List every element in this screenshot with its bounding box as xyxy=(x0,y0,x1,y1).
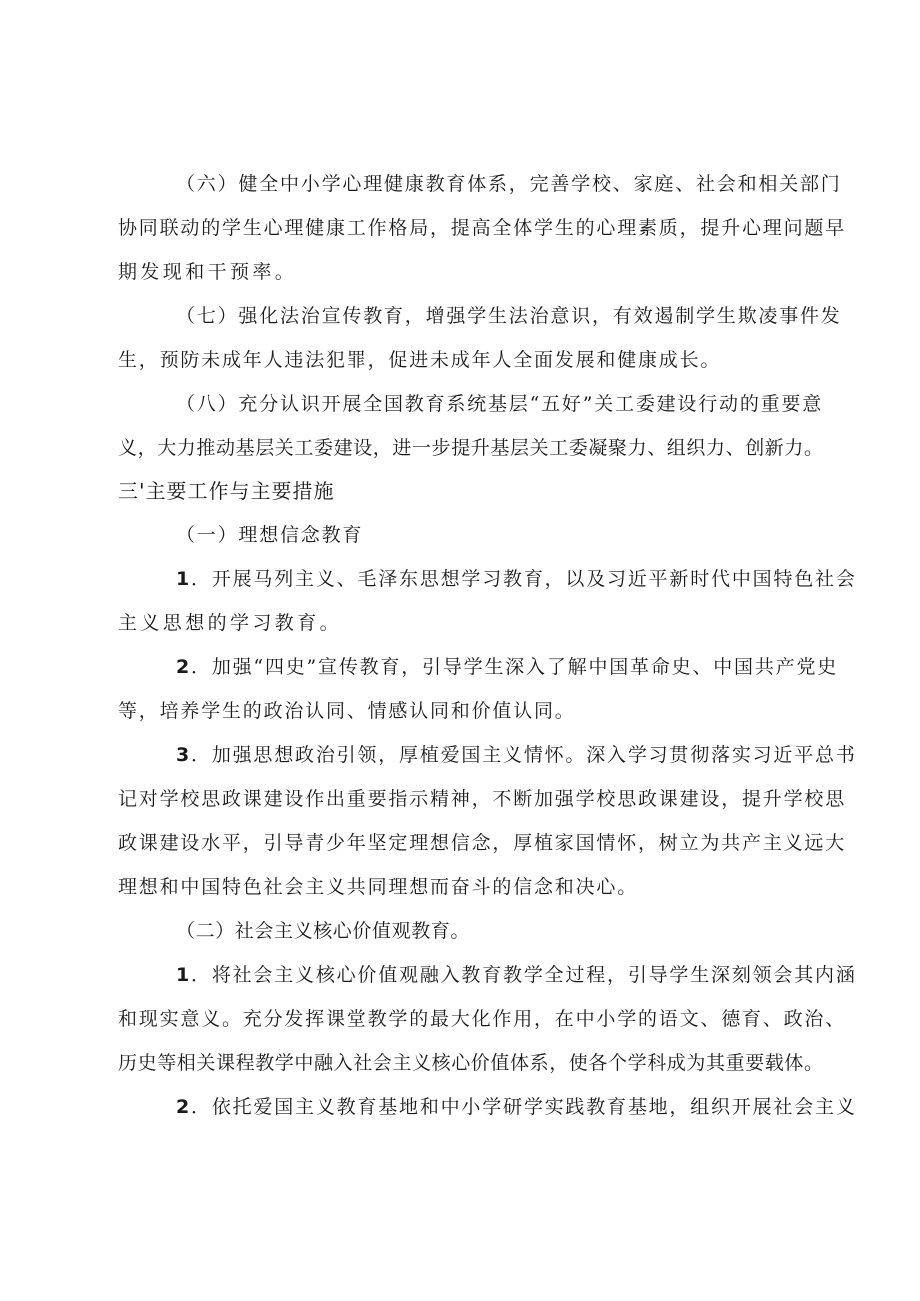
item-2-2-line-1 xyxy=(176,1094,876,1120)
item-text: ．将社会主义核心价值观融入教育教学全过程，引导学生深刻领会其内涵 xyxy=(191,964,857,986)
item-2-1-line-1 xyxy=(176,962,876,988)
subsection-1-heading: （一）理想信念教育 xyxy=(176,524,364,546)
item-1-2-line-1 xyxy=(176,654,876,680)
subsection-2-heading: （二）社会主义核心价值观教育。 xyxy=(176,920,471,942)
paragraph-8-line-1: （八）充分认识开展全国教育系统基层“五好”关工委建设行动的重要意 xyxy=(176,393,824,415)
item-number: 3 xyxy=(176,744,192,766)
item-number: 2 xyxy=(176,656,192,678)
item-1-1-line-1 xyxy=(176,566,876,592)
item-1-3-line-4: 理想和中国特色社会主义共同理想而奋斗的信念和决心。 xyxy=(118,876,639,898)
item-1-1-line-2: 主义思想的学习教育。 xyxy=(118,612,343,634)
paragraph-6-line-3: 期发现和干预率。 xyxy=(118,261,298,283)
section-heading: 三'主要工作与主要措施 xyxy=(118,479,335,503)
item-text: ．加强“四史”宣传教育，引导学生深入了解中国革命史、中国共产党史 xyxy=(191,656,839,678)
paragraph-7-line-1: （七）强化法治宣传教育，增强学生法治意识，有效遏制学生欺凌事件发 xyxy=(176,305,842,327)
item-2-1-line-3: 历史等相关课程教学中融入社会主义核心价值体系，使各个学科成为其重要载体。 xyxy=(118,1052,824,1074)
item-number: 1 xyxy=(176,568,192,590)
item-1-3-line-3: 政课建设水平，引导青少年坚定理想信念，厚植家国情怀，树立为共产主义远大 xyxy=(118,832,847,854)
item-1-2-line-2: 等，培养学生的政治认同、情感认同和价值认同。 xyxy=(118,700,576,722)
item-2-1-line-2: 和现实意义。充分发挥课堂教学的最大化作用，在中小学的语文、德育、政治、 xyxy=(118,1008,847,1030)
paragraph-6-line-1: （六）健全中小学心理健康教育体系，完善学校、家庭、社会和相关部门 xyxy=(176,173,842,195)
paragraph-8-line-2: 义，大力推动基层关工委建设，进一步提升基层关工委凝聚力、组织力、创新力。 xyxy=(118,437,824,459)
item-1-3-line-2: 记对学校思政课建设作出重要指示精神，不断加强学校思政课建设，提升学校思 xyxy=(118,788,847,810)
item-number: 2 xyxy=(176,1096,192,1118)
item-number: 1 xyxy=(176,964,192,986)
paragraph-7-line-2: 生，预防未成年人违法犯罪，促进未成年人全面发展和健康成长。 xyxy=(118,349,722,371)
item-1-3-line-1 xyxy=(176,742,876,768)
paragraph-6-line-2: 协同联动的学生心理健康工作格局，提高全体学生的心理素质，提升心理问题早 xyxy=(118,217,847,239)
item-text: ．依托爱国主义教育基地和中小学研学实践教育基地，组织开展社会主义 xyxy=(191,1096,857,1118)
item-text: ．加强思想政治引领，厚植爱国主义情怀。深入学习贯彻落实习近平总书 xyxy=(191,744,857,766)
item-text: ．开展马列主义、毛泽东思想学习教育，以及习近平新时代中国特色社会 xyxy=(191,568,857,590)
